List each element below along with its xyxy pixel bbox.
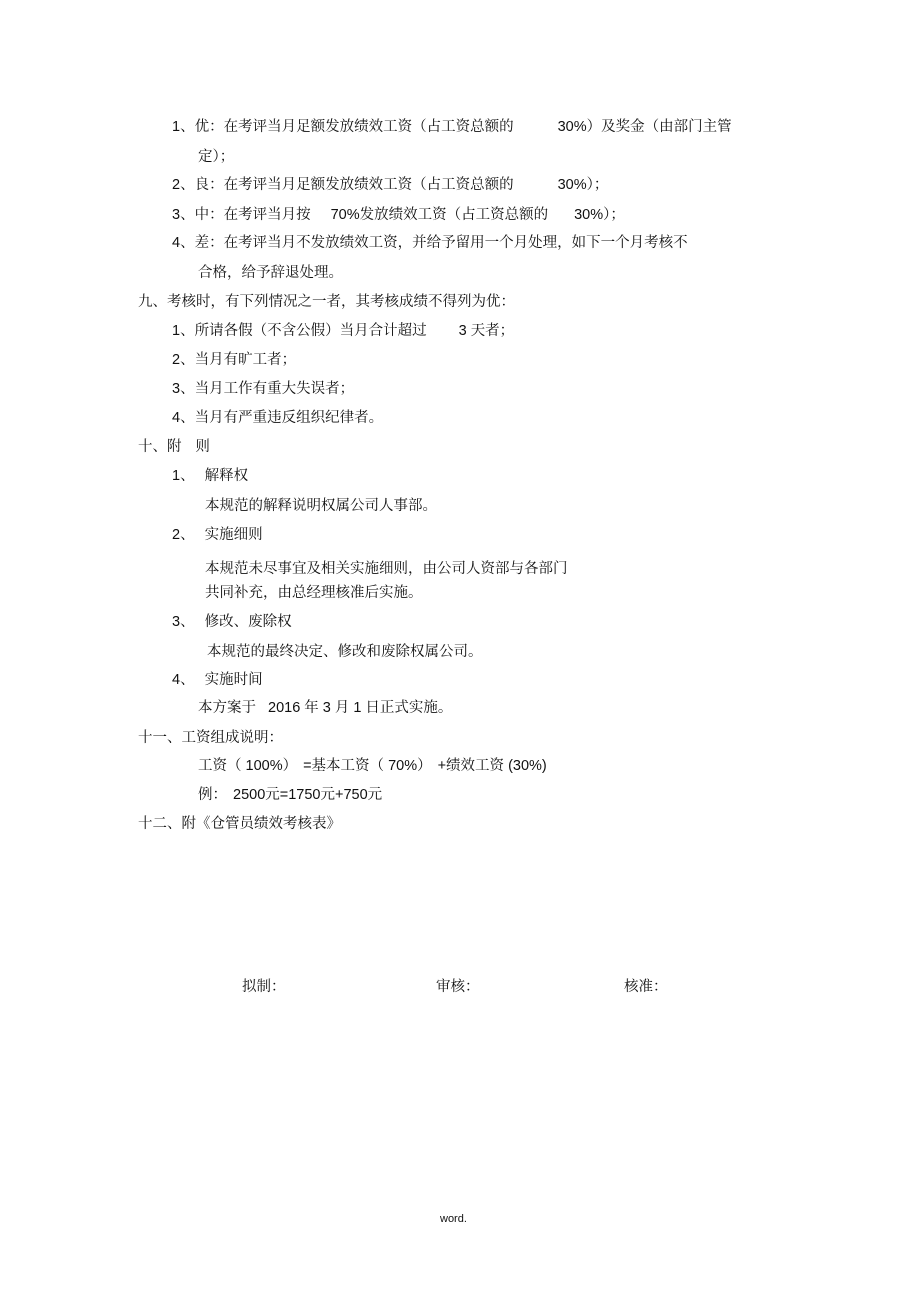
- section-12-title: 十二、附《仓管员绩效考核表》: [138, 816, 341, 832]
- grade-1-continuation: 定）；: [198, 149, 235, 165]
- s10-item-2-body-line-1: 本规范未尽事宜及相关实施细则，由公司人资部与各部门: [205, 561, 568, 577]
- s10-item-1-body: 本规范的解释说明权属公司人事部。: [205, 498, 437, 514]
- salary-example: 例： 2500元=1750元+750元: [198, 787, 383, 803]
- section-11-title: 十一、工资组成说明：: [138, 730, 283, 746]
- section-9-title: 九、考核时，有下列情况之一者，其考核成绩不得列为优：: [138, 294, 515, 310]
- s10-item-4-heading: 4、 实施时间: [172, 672, 263, 688]
- grade-4-continuation: 合格，给予辞退处理。: [198, 265, 343, 281]
- grade-1-line: 1、优：在考评当月足额发放绩效工资（占工资总额的 30%）及奖金（由部门主管: [172, 119, 732, 135]
- signature-review-label: 审核：: [436, 979, 480, 995]
- s10-item-2-heading: 2、 实施细则: [172, 527, 263, 543]
- salary-formula: 工资（ 100%） =基本工资（ 70%） +绩效工资 (30%): [198, 758, 547, 774]
- s10-item-1-heading: 1、 解释权: [172, 468, 249, 484]
- s10-item-4-body: 本方案于 2016 年 3 月 1 日正式实施。: [198, 700, 453, 716]
- s9-item-3: 3、当月工作有重大失误者；: [172, 381, 355, 397]
- grade-4-line: 4、差：在考评当月不发放绩效工资，并给予留用一个月处理，如下一个月考核不: [172, 235, 688, 251]
- grade-3-line: 3、中：在考评当月按 70%发放绩效工资（占工资总额的 30%）；: [172, 207, 625, 223]
- s9-item-2: 2、当月有旷工者；: [172, 352, 297, 368]
- s10-item-3-heading: 3、 修改、废除权: [172, 614, 292, 630]
- page-footer: word.: [440, 1213, 467, 1225]
- s9-item-1: 1、所请各假（不含公假）当月合计超过 3 天者；: [172, 323, 515, 339]
- s10-item-2-body-line-2: 共同补充，由总经理核准后实施。: [205, 585, 423, 601]
- signature-approve-label: 核准：: [624, 979, 668, 995]
- s10-item-3-body: 本规范的最终决定、修改和废除权属公司。: [207, 644, 483, 660]
- signature-draft-label: 拟制：: [242, 979, 286, 995]
- grade-2-line: 2、良：在考评当月足额发放绩效工资（占工资总额的 30%）；: [172, 177, 609, 193]
- section-10-title: 十、附 则: [138, 439, 210, 455]
- s9-item-4: 4、当月有严重违反组织纪律者。: [172, 410, 384, 426]
